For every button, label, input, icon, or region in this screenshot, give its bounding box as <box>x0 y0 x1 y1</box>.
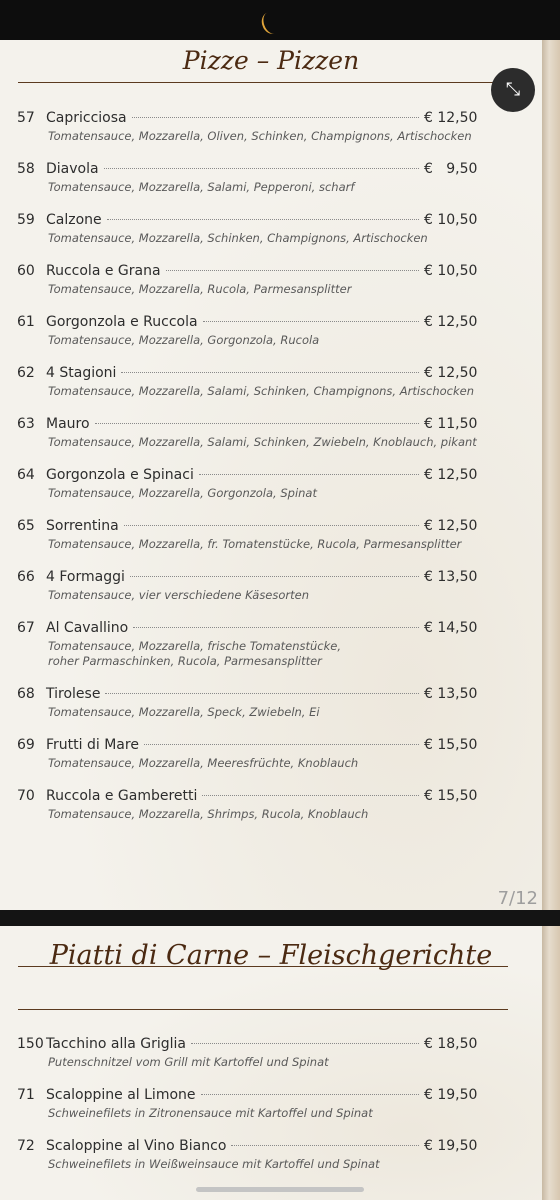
item-name: Scaloppine al Limone <box>46 1087 196 1103</box>
item-description: Tomatensauce, Mozzarella, Salami, Schinken, Zwiebeln, Knoblauch, pikant <box>48 435 477 449</box>
menu-item <box>0 110 542 144</box>
item-description: Tomatensauce, Mozzarella, Salami, Pepperoni, scharf <box>48 180 355 194</box>
dot-leader <box>124 525 419 526</box>
menu-item-line <box>0 518 542 537</box>
menu-item <box>0 569 542 603</box>
item-description: Tomatensauce, Mozzarella, Rucola, Parmesansplitter <box>48 282 352 296</box>
item-number: 67 <box>17 620 35 636</box>
item-price: € 19,50 <box>424 1138 478 1154</box>
menu-page-pizza[interactable] <box>0 40 542 910</box>
item-description: Tomatensauce, Mozzarella, Gorgonzola, Rucola <box>48 333 320 347</box>
dot-leader <box>121 372 419 373</box>
item-name: Calzone <box>46 212 102 228</box>
dot-leader <box>201 1094 419 1095</box>
item-number: 65 <box>17 518 35 534</box>
item-number: 59 <box>17 212 35 228</box>
menu-item-line <box>0 1138 542 1157</box>
menu-item-line <box>0 416 542 435</box>
item-number: 60 <box>17 263 35 279</box>
dot-leader <box>104 168 419 169</box>
status-bar <box>0 0 560 40</box>
menu-item-line <box>0 686 542 705</box>
item-description: Tomatensauce, Mozzarella, Gorgonzola, Spinat <box>48 486 317 500</box>
dot-leader <box>107 219 419 220</box>
section-title-pizza: Pizze – Pizzen <box>182 46 360 75</box>
dot-leader <box>105 693 419 694</box>
menu-item-line <box>0 263 542 282</box>
title-rule-bottom <box>18 1009 508 1010</box>
item-description: Schweinefilets in Zitronensauce mit Kartoffel und Spinat <box>48 1106 373 1120</box>
item-number: 57 <box>17 110 35 126</box>
item-description: Tomatensauce, Mozzarella, frische Tomatenstücke, <box>48 639 341 653</box>
item-price: € 15,50 <box>424 788 478 804</box>
dot-leader <box>231 1145 419 1146</box>
menu-item-line <box>0 161 542 180</box>
menu-item <box>0 518 542 552</box>
item-name: Frutti di Mare <box>46 737 139 753</box>
item-description: Tomatensauce, Mozzarella, Salami, Schinken, Champignons, Artischocken <box>48 384 475 398</box>
item-number: 61 <box>17 314 35 330</box>
item-description: Tomatensauce, vier verschiedene Käsesorten <box>48 588 310 602</box>
menu-item <box>0 314 542 348</box>
menu-item-line <box>0 110 542 129</box>
menu-item <box>0 212 542 246</box>
item-description: Tomatensauce, Mozzarella, Oliven, Schinken, Champignons, Artischocken <box>48 129 472 143</box>
item-description: Putenschnitzel vom Grill mit Kartoffel und Spinat <box>48 1055 329 1069</box>
item-price: € 13,50 <box>424 569 478 585</box>
item-price: € 13,50 <box>424 686 478 702</box>
menu-item-line <box>0 788 542 807</box>
item-name: Diavola <box>46 161 99 177</box>
item-number: 62 <box>17 365 35 381</box>
item-name: Gorgonzola e Ruccola <box>46 314 198 330</box>
item-price: € 10,50 <box>424 212 478 228</box>
item-price: € 14,50 <box>424 620 478 636</box>
menu-item <box>0 467 542 501</box>
item-price: € 18,50 <box>424 1036 478 1052</box>
collapse-fullscreen-button[interactable] <box>491 68 535 112</box>
item-description: Tomatensauce, Mozzarella, Schinken, Champignons, Artischocken <box>48 231 428 245</box>
menu-item-line <box>0 620 542 639</box>
dot-leader <box>202 795 419 796</box>
menu-item-line <box>0 314 542 333</box>
item-name: Capricciosa <box>46 110 127 126</box>
menu-item <box>0 1138 542 1172</box>
item-name: Al Cavallino <box>46 620 129 636</box>
menu-item <box>0 686 542 720</box>
page-edge <box>542 40 560 910</box>
menu-item <box>0 620 542 669</box>
menu-item-line <box>0 212 542 231</box>
collapse-icon: ⤡ <box>505 79 521 100</box>
item-name: Scaloppine al Vino Bianco <box>46 1138 227 1154</box>
dot-leader <box>166 270 419 271</box>
section-title-meat: Piatti di Carne – Fleischgerichte <box>49 940 493 971</box>
menu-item-line <box>0 737 542 756</box>
item-name: 4 Stagioni <box>46 365 117 381</box>
dot-leader <box>199 474 419 475</box>
home-indicator[interactable] <box>196 1187 364 1192</box>
loading-spinner-icon <box>259 10 283 37</box>
item-description: Tomatensauce, Mozzarella, Speck, Zwiebeln, Ei <box>48 705 320 719</box>
item-description: Tomatensauce, Mozzarella, fr. Tomatenstücke, Rucola, Parmesansplitter <box>48 537 462 551</box>
item-name: Mauro <box>46 416 90 432</box>
item-price: € 12,50 <box>424 110 478 126</box>
menu-item <box>0 263 542 297</box>
item-name: 4 Formaggi <box>46 569 125 585</box>
pizza-list <box>0 110 542 839</box>
menu-item <box>0 1036 542 1070</box>
menu-page-meat[interactable] <box>0 926 542 1200</box>
item-number: 72 <box>17 1138 35 1154</box>
item-number: 63 <box>17 416 35 432</box>
item-number: 68 <box>17 686 35 702</box>
menu-item-line <box>0 1087 542 1106</box>
item-description: Tomatensauce, Mozzarella, Shrimps, Rucola, Knoblauch <box>48 807 369 821</box>
item-name: Sorrentina <box>46 518 119 534</box>
title-rule <box>18 82 508 83</box>
item-description: roher Parmaschinken, Rucola, Parmesansplitter <box>48 654 322 668</box>
menu-item <box>0 416 542 450</box>
item-number: 69 <box>17 737 35 753</box>
item-name: Ruccola e Gamberetti <box>46 788 198 804</box>
page-edge <box>542 926 560 1200</box>
menu-item-line <box>0 467 542 486</box>
item-price: € 10,50 <box>424 263 478 279</box>
dot-leader <box>95 423 419 424</box>
dot-leader <box>144 744 419 745</box>
menu-item <box>0 737 542 771</box>
menu-item <box>0 365 542 399</box>
item-number: 64 <box>17 467 35 483</box>
dot-leader <box>132 117 419 118</box>
dot-leader <box>203 321 419 322</box>
item-price: € 12,50 <box>424 314 478 330</box>
item-price: € 11,50 <box>424 416 478 432</box>
menu-item <box>0 788 542 822</box>
item-name: Ruccola e Grana <box>46 263 161 279</box>
dot-leader <box>191 1043 419 1044</box>
item-price: € 12,50 <box>424 467 478 483</box>
item-number: 71 <box>17 1087 35 1103</box>
item-number: 66 <box>17 569 35 585</box>
item-price: € 12,50 <box>424 365 478 381</box>
item-price: € 19,50 <box>424 1087 478 1103</box>
menu-item <box>0 161 542 195</box>
item-name: Tirolese <box>46 686 101 702</box>
meat-list <box>0 1036 542 1189</box>
page-divider <box>0 910 560 926</box>
item-price: € 12,50 <box>424 518 478 534</box>
page-indicator: 7/12 <box>497 888 538 909</box>
item-description: Tomatensauce, Mozzarella, Meeresfrüchte, Knoblauch <box>48 756 359 770</box>
item-name: Tacchino alla Griglia <box>46 1036 186 1052</box>
menu-item-line <box>0 365 542 384</box>
menu-item <box>0 1087 542 1121</box>
item-name: Gorgonzola e Spinaci <box>46 467 194 483</box>
menu-item-line <box>0 1036 542 1055</box>
item-description: Schweinefilets in Weißweinsauce mit Kartoffel und Spinat <box>48 1157 380 1171</box>
item-price: € 15,50 <box>424 737 478 753</box>
item-number: 150 <box>17 1036 44 1052</box>
item-price: € 9,50 <box>424 161 478 177</box>
dot-leader <box>133 627 419 628</box>
menu-item-line <box>0 569 542 588</box>
item-number: 58 <box>17 161 35 177</box>
item-number: 70 <box>17 788 35 804</box>
dot-leader <box>130 576 419 577</box>
